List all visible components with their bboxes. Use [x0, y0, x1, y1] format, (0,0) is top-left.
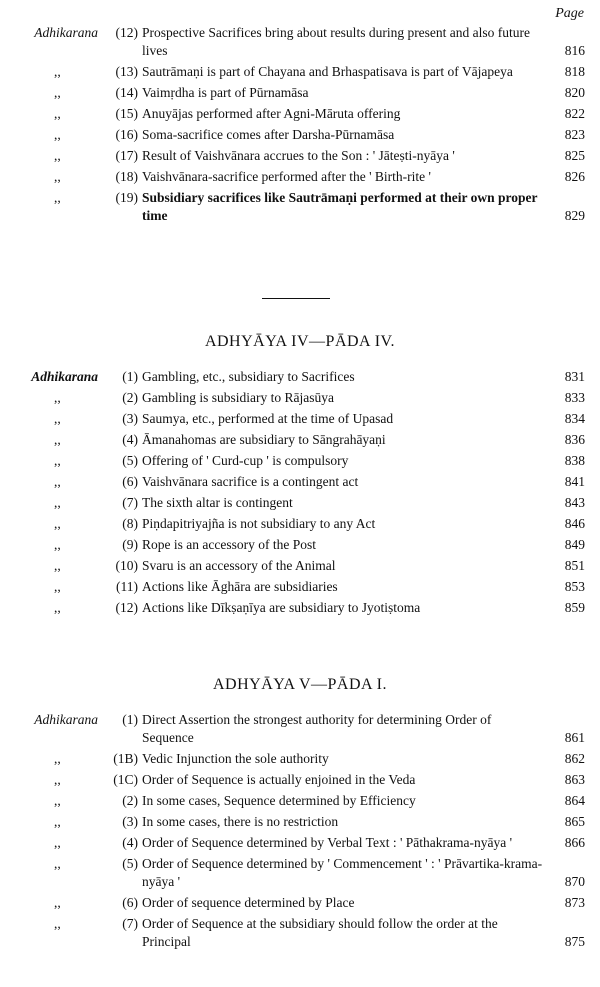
row-label: ,, [54, 600, 61, 615]
row-number: (1C) [113, 772, 138, 787]
row-number: (5) [122, 453, 138, 468]
page-column-header: Page [555, 6, 584, 21]
row-page: 870 [564, 874, 585, 889]
row-number: (14) [115, 85, 138, 100]
toc-row [10, 452, 585, 470]
row-label: ,, [54, 895, 61, 910]
row-text: Offering of ' Curd-cup ' is compulsory [142, 453, 349, 468]
row-page: 864 [564, 793, 585, 808]
toc-row [10, 431, 585, 449]
row-number: (2) [122, 390, 138, 405]
toc-row [10, 410, 585, 428]
toc-row [10, 750, 585, 768]
toc-row [10, 189, 585, 225]
toc-row [10, 24, 585, 60]
row-text: Vedic Injunction the sole authority [142, 751, 329, 766]
row-label: ,, [54, 856, 61, 871]
toc-row [10, 368, 585, 386]
section-divider [262, 298, 330, 299]
row-number: (19) [115, 190, 138, 205]
row-number: (9) [122, 537, 138, 552]
row-text: Result of Vaishvānara accrues to the Son : ' Jāteṣti-nyāya ' [142, 148, 455, 163]
row-page: 851 [564, 558, 585, 573]
row-text: Order of Sequence at the subsidiary should follow the order at the Principal [142, 916, 498, 949]
row-text: Āmanahomas are subsidiary to Sāngrahāyaṇi [142, 432, 386, 447]
toc-row [10, 915, 585, 951]
row-label: ,, [54, 148, 61, 163]
row-label: ,, [54, 432, 61, 447]
row-page: 862 [564, 751, 585, 766]
row-number: (3) [122, 814, 138, 829]
toc-row [10, 389, 585, 407]
row-page: 861 [564, 730, 585, 745]
row-text: Anuyājas performed after Agni-Māruta offering [142, 106, 401, 121]
row-label: ,, [54, 835, 61, 850]
toc-row [10, 494, 585, 512]
row-label: Adhikarana [34, 712, 98, 727]
toc-row [10, 771, 585, 789]
toc-row [10, 792, 585, 810]
row-number: (16) [115, 127, 138, 142]
row-page: 863 [564, 772, 585, 787]
row-text: Direct Assertion the strongest authority for determining Order of Sequence [142, 712, 492, 745]
row-number: (12) [115, 25, 138, 40]
toc-row [10, 855, 585, 891]
row-number: (4) [122, 835, 138, 850]
toc-section-1 [10, 368, 585, 620]
toc-row [10, 473, 585, 491]
row-page: 826 [564, 169, 585, 184]
row-page: 859 [564, 600, 585, 615]
row-page: 843 [564, 495, 585, 510]
row-label: ,, [54, 814, 61, 829]
row-text: Gambling is subsidiary to Rājasūya [142, 390, 334, 405]
row-label: ,, [54, 772, 61, 787]
row-number: (15) [115, 106, 138, 121]
row-label: ,, [54, 169, 61, 184]
row-text: Svaru is an accessory of the Animal [142, 558, 336, 573]
row-page: 853 [564, 579, 585, 594]
toc-section-0 [10, 24, 585, 228]
toc-row [10, 105, 585, 123]
toc-row [10, 834, 585, 852]
row-page: 865 [564, 814, 585, 829]
row-number: (7) [122, 495, 138, 510]
row-number: (17) [115, 148, 138, 163]
row-text: Saumya, etc., performed at the time of Upasad [142, 411, 394, 426]
row-label: ,, [54, 537, 61, 552]
row-label: ,, [54, 579, 61, 594]
toc-row [10, 515, 585, 533]
row-number: (12) [115, 600, 138, 615]
row-number: (10) [115, 558, 138, 573]
row-number: (1) [122, 712, 138, 727]
row-page: 873 [564, 895, 585, 910]
row-page: 838 [564, 453, 585, 468]
row-page: 829 [564, 208, 585, 223]
row-label: ,, [54, 453, 61, 468]
row-number: (8) [122, 516, 138, 531]
row-label: Adhikarana [34, 25, 98, 40]
row-page: 875 [564, 934, 585, 949]
row-label: ,, [54, 85, 61, 100]
row-number: (11) [116, 579, 138, 594]
row-page: 825 [564, 148, 585, 163]
toc-section-2 [10, 711, 585, 954]
row-label: ,, [54, 474, 61, 489]
row-label: ,, [54, 751, 61, 766]
row-text: Vaishvānara-sacrifice performed after the ' Birth-rite ' [142, 169, 431, 184]
row-number: (6) [122, 895, 138, 910]
row-page: 846 [564, 516, 585, 531]
toc-row [10, 536, 585, 554]
toc-row [10, 126, 585, 144]
row-number: (4) [122, 432, 138, 447]
toc-row [10, 147, 585, 165]
row-text: Rope is an accessory of the Post [142, 537, 316, 552]
row-label: ,, [54, 916, 61, 931]
toc-row [10, 63, 585, 81]
row-page: 834 [564, 411, 585, 426]
row-label: ,, [54, 190, 61, 205]
toc-row [10, 711, 585, 747]
row-text: The sixth altar is contingent [142, 495, 293, 510]
row-text: Gambling, etc., subsidiary to Sacrifices [142, 369, 355, 384]
row-text: Vaimṛdha is part of Pūrnamāsa [142, 85, 309, 100]
row-label: Adhikarana [31, 369, 98, 384]
toc-row [10, 813, 585, 831]
row-number: (13) [115, 64, 138, 79]
toc-row [10, 578, 585, 596]
row-page: 823 [564, 127, 585, 142]
row-label: ,, [54, 516, 61, 531]
toc-row [10, 168, 585, 186]
row-number: (18) [115, 169, 138, 184]
row-label: ,, [54, 793, 61, 808]
row-label: ,, [54, 411, 61, 426]
row-label: ,, [54, 390, 61, 405]
row-text: Actions like Dīkṣaṇīya are subsidiary to Jyotiṣtoma [142, 600, 421, 615]
row-label: ,, [54, 495, 61, 510]
row-text: Order of sequence determined by Place [142, 895, 355, 910]
row-label: ,, [54, 64, 61, 79]
row-page: 836 [564, 432, 585, 447]
row-text: Prospective Sacrifices bring about results during present and also future lives [142, 25, 531, 58]
row-text: Order of Sequence determined by ' Commencement ' : ' Prāvartika-krama-nyāya ' [142, 856, 543, 889]
row-number: (7) [122, 916, 138, 931]
row-text: Piṇdapitriyajña is not subsidiary to any Act [142, 516, 376, 531]
toc-row [10, 894, 585, 912]
row-number: (5) [122, 856, 138, 871]
row-label: ,, [54, 558, 61, 573]
row-number: (3) [122, 411, 138, 426]
row-number: (1) [122, 369, 138, 384]
toc-row [10, 599, 585, 617]
section-heading: ADHYĀYA IV—PĀDA IV. [204, 333, 396, 350]
row-text: Subsidiary sacrifices like Sautrāmaṇi performed at their own proper time [142, 190, 538, 223]
row-label: ,, [54, 106, 61, 121]
row-number: (1B) [113, 751, 138, 766]
row-page: 831 [564, 369, 585, 384]
row-page: 816 [564, 43, 585, 58]
row-page: 841 [564, 474, 585, 489]
row-text: In some cases, there is no restriction [142, 814, 339, 829]
row-page: 866 [564, 835, 585, 850]
row-text: Vaishvānara sacrifice is a contingent act [142, 474, 359, 489]
row-number: (2) [122, 793, 138, 808]
toc-row [10, 84, 585, 102]
row-label: ,, [54, 127, 61, 142]
row-page: 833 [564, 390, 585, 405]
row-page: 822 [564, 106, 585, 121]
row-text: Order of Sequence is actually enjoined in the Veda [142, 772, 416, 787]
row-number: (6) [122, 474, 138, 489]
row-page: 818 [564, 64, 585, 79]
row-text: Soma-sacrifice comes after Darsha-Pūrnamāsa [142, 127, 395, 142]
row-text: Sautrāmaṇi is part of Chayana and Brhaspatisava is part of Vājapeya [142, 64, 513, 79]
row-text: Actions like Āghāra are subsidiaries [142, 579, 338, 594]
section-heading: ADHYĀYA V—PĀDA I. [213, 676, 387, 693]
row-page: 820 [564, 85, 585, 100]
row-page: 849 [564, 537, 585, 552]
row-text: In some cases, Sequence determined by Efficiency [142, 793, 416, 808]
toc-row [10, 557, 585, 575]
row-text: Order of Sequence determined by Verbal Text : ' Pāthakrama-nyāya ' [142, 835, 513, 850]
